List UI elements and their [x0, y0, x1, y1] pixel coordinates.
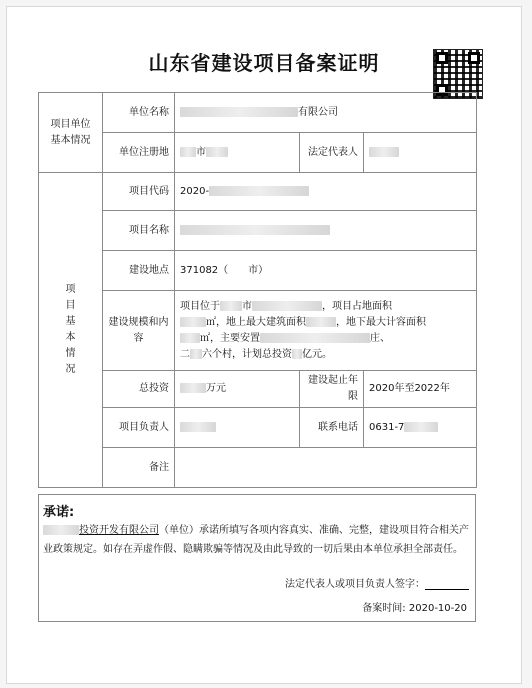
project-code-label: 项目代码: [103, 173, 175, 211]
filing-date: [362, 599, 467, 614]
promise-body: [43, 521, 471, 559]
unit-name-label: 单位名称: [103, 93, 175, 133]
row-remark: [39, 448, 477, 488]
scope-text-5: ，地下最大计容面积: [336, 316, 426, 328]
reg-address-value: 市: [196, 146, 206, 158]
scope-text-9: 六个村，计划总投资: [202, 348, 292, 360]
remark-value: [175, 448, 477, 488]
signature-blank: [425, 578, 469, 590]
location-value: 371082（ 市）: [175, 251, 477, 291]
scope-text-4: ㎡，地上最大建筑面积: [206, 316, 306, 328]
promise-text: （单位）承诺所填写各项内容真实、准确、完整，建设项目符合相关产业政策规定。如存在弄虚作假、隐瞒欺骗等情况及由此导致的一切后果由本单位承担全部责任。: [43, 525, 469, 555]
document-title: 山东省建设项目备案证明: [148, 51, 380, 75]
redacted-text: [404, 422, 438, 432]
redacted-text: [292, 349, 302, 359]
redacted-text: [180, 317, 206, 327]
scope-text-7: 庄、: [370, 332, 390, 344]
manager-label: 项目负责人: [103, 408, 175, 448]
redacted-text: [180, 147, 196, 157]
redacted-text: [306, 317, 336, 327]
row-location: [39, 251, 477, 291]
redacted-text: [252, 301, 322, 311]
manager-cell: [175, 408, 300, 448]
redacted-text: [220, 301, 242, 311]
project-code-cell: [175, 173, 477, 211]
scope-text-1: 项目位于: [180, 300, 220, 312]
redacted-text: [180, 383, 206, 393]
phone-value: 0631-7: [369, 421, 405, 433]
promise-company-suffix: 投资开发有限公司: [79, 525, 159, 536]
section-project-label: 项目基本情况: [65, 284, 76, 375]
unit-name-cell: [175, 93, 477, 133]
scope-text-3: ，项目占地面积: [322, 300, 392, 312]
section-unit-label-1: 项目单位: [50, 118, 91, 130]
section-project-info: [39, 173, 103, 488]
qr-finder-top-right: [468, 52, 480, 64]
investment-value: 万元: [206, 383, 226, 394]
location-label: 建设地点: [103, 251, 175, 291]
row-scope: [39, 291, 477, 371]
section-unit-label-2: 基本情况: [50, 134, 91, 146]
filing-date-value: 2020-10-20: [408, 603, 467, 614]
unit-name-value: 有限公司: [298, 106, 338, 118]
investment-label: 总投资: [103, 371, 175, 408]
legal-rep-cell: [364, 133, 477, 173]
redacted-text: [190, 349, 202, 359]
project-code-value: 2020-: [180, 185, 210, 197]
legal-rep-label: 法定代表人: [300, 133, 364, 173]
row-manager: [39, 408, 477, 448]
promise-section: [38, 494, 476, 622]
scope-cell: [175, 291, 477, 371]
reg-address-cell: [175, 133, 300, 173]
phone-cell: [364, 408, 477, 448]
investment-cell: [175, 371, 300, 408]
redacted-text: [206, 147, 228, 157]
row-unit-name: [39, 93, 477, 133]
scope-label: 建设规模和内容: [103, 291, 175, 371]
project-name-label: 项目名称: [103, 211, 175, 251]
row-investment: [39, 371, 477, 408]
period-value: 2020年至2022年: [364, 371, 477, 408]
redacted-text: [369, 147, 399, 157]
redacted-text: [209, 186, 309, 196]
scope-text-10: 亿元。: [302, 348, 332, 360]
project-name-cell: [175, 211, 477, 251]
row-project-name: [39, 211, 477, 251]
row-project-code: [39, 173, 477, 211]
redacted-text: [180, 225, 330, 235]
section-unit-info: [39, 93, 103, 173]
phone-label: 联系电话: [300, 408, 364, 448]
scope-text-6: ㎡，主要安置: [200, 332, 260, 344]
remark-label: 备注: [103, 448, 175, 488]
redacted-text: [180, 107, 298, 117]
promise-company: [43, 525, 159, 536]
promise-heading: 承诺:: [43, 505, 75, 520]
reg-address-label: 单位注册地: [103, 133, 175, 173]
redacted-text: [260, 333, 370, 343]
signature-line: [285, 575, 469, 590]
redacted-text: [43, 525, 79, 535]
qr-finder-top-left: [436, 52, 448, 64]
signature-label: 法定代表人或项目负责人签字：: [285, 579, 425, 590]
filing-date-label: 备案时间:: [362, 603, 406, 614]
filing-form-table: [38, 92, 477, 488]
scope-text-8: 二: [180, 348, 190, 360]
scope-text-2: 市: [242, 300, 252, 312]
redacted-text: [180, 333, 200, 343]
redacted-text: [180, 422, 216, 432]
period-label: 建设起止年限: [300, 371, 364, 408]
row-reg-address: [39, 133, 477, 173]
